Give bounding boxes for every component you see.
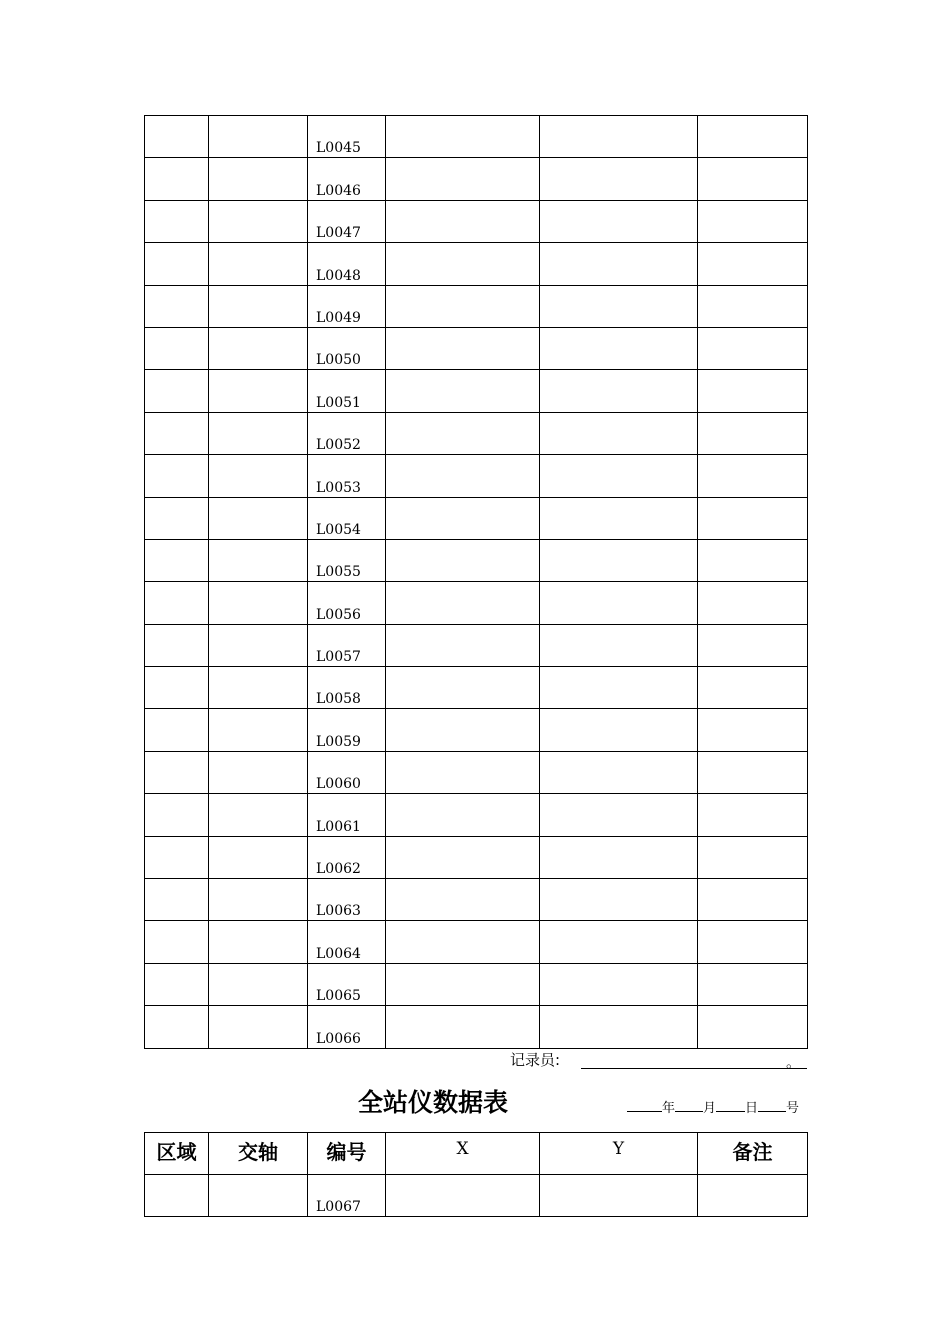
cell-axis[interactable] xyxy=(209,879,308,921)
cell-code: L0048 xyxy=(308,243,386,285)
cell-region[interactable] xyxy=(145,116,209,158)
cell-y[interactable] xyxy=(540,370,698,412)
cell-note[interactable] xyxy=(698,285,808,327)
table-row xyxy=(145,412,808,454)
cell-x[interactable] xyxy=(386,497,540,539)
cell-axis[interactable] xyxy=(209,624,308,666)
cell-x[interactable] xyxy=(386,116,540,158)
cell-x[interactable] xyxy=(386,921,540,963)
cell-code: L0053 xyxy=(308,455,386,497)
cell-region[interactable] xyxy=(145,751,209,793)
cell-code: L0057 xyxy=(308,624,386,666)
cell-x[interactable] xyxy=(386,243,540,285)
cell-axis[interactable] xyxy=(209,455,308,497)
cell-note[interactable] xyxy=(698,582,808,624)
cell-x[interactable] xyxy=(386,879,540,921)
cell-x[interactable] xyxy=(386,624,540,666)
cell-axis[interactable] xyxy=(209,370,308,412)
cell-x[interactable] xyxy=(386,836,540,878)
cell-axis[interactable] xyxy=(209,412,308,454)
cell-region[interactable] xyxy=(145,921,209,963)
table-row xyxy=(145,455,808,497)
cell-region[interactable] xyxy=(145,624,209,666)
cell-y[interactable] xyxy=(540,709,698,751)
cell-region[interactable] xyxy=(145,836,209,878)
data-table-continued xyxy=(144,115,808,1049)
cell-region[interactable] xyxy=(145,879,209,921)
table-row xyxy=(145,921,808,963)
cell-region[interactable] xyxy=(145,709,209,751)
cell-axis[interactable] xyxy=(209,200,308,242)
cell-region[interactable] xyxy=(145,963,209,1005)
cell-region[interactable] xyxy=(145,200,209,242)
cell-code: L0052 xyxy=(308,412,386,454)
cell-x[interactable] xyxy=(386,370,540,412)
cell-axis[interactable] xyxy=(209,1175,308,1217)
cell-axis[interactable] xyxy=(209,921,308,963)
header-y: Y xyxy=(540,1133,698,1175)
cell-y[interactable] xyxy=(540,243,698,285)
cell-code: L0067 xyxy=(308,1175,386,1217)
header-note: 备注 xyxy=(698,1133,808,1175)
table-row xyxy=(145,709,808,751)
cell-y[interactable] xyxy=(540,200,698,242)
cell-y[interactable] xyxy=(540,963,698,1005)
cell-code: L0065 xyxy=(308,963,386,1005)
cell-axis[interactable] xyxy=(209,667,308,709)
cell-y[interactable] xyxy=(540,921,698,963)
year-label: 年 xyxy=(662,1101,676,1116)
cell-x[interactable] xyxy=(386,158,540,200)
cell-axis[interactable] xyxy=(209,243,308,285)
cell-code: L0061 xyxy=(308,794,386,836)
cell-y[interactable] xyxy=(540,794,698,836)
day-label: 日 xyxy=(745,1101,759,1116)
header-code: 编号 xyxy=(308,1133,386,1175)
cell-y[interactable] xyxy=(540,327,698,369)
cell-axis[interactable] xyxy=(209,794,308,836)
cell-y[interactable] xyxy=(540,455,698,497)
cell-y[interactable] xyxy=(540,751,698,793)
page-title: 全站仪数据表 xyxy=(358,1088,509,1117)
cell-note[interactable] xyxy=(698,539,808,581)
cell-region[interactable] xyxy=(145,1006,209,1048)
cell-note[interactable] xyxy=(698,624,808,666)
cell-note[interactable] xyxy=(698,836,808,878)
cell-code: L0058 xyxy=(308,667,386,709)
data-table-body xyxy=(145,116,808,1049)
cell-code: L0062 xyxy=(308,836,386,878)
cell-note[interactable] xyxy=(698,667,808,709)
table-row xyxy=(145,327,808,369)
data-table-body xyxy=(145,1175,808,1217)
cell-region[interactable] xyxy=(145,370,209,412)
cell-y[interactable] xyxy=(540,667,698,709)
cell-y[interactable] xyxy=(540,412,698,454)
cell-x[interactable] xyxy=(386,794,540,836)
data-table-new xyxy=(144,1132,808,1217)
table-row xyxy=(145,497,808,539)
cell-y[interactable] xyxy=(540,879,698,921)
cell-code: L0046 xyxy=(308,158,386,200)
cell-code: L0056 xyxy=(308,582,386,624)
cell-x[interactable] xyxy=(386,751,540,793)
cell-region[interactable] xyxy=(145,327,209,369)
month-blank[interactable] xyxy=(675,1098,703,1112)
cell-y[interactable] xyxy=(540,285,698,327)
cell-x[interactable] xyxy=(386,1175,540,1217)
cell-region[interactable] xyxy=(145,243,209,285)
cell-note[interactable] xyxy=(698,370,808,412)
table-row xyxy=(145,963,808,1005)
cell-axis[interactable] xyxy=(209,158,308,200)
cell-axis[interactable] xyxy=(209,963,308,1005)
cell-x[interactable] xyxy=(386,455,540,497)
cell-axis[interactable] xyxy=(209,116,308,158)
header-region: 区域 xyxy=(145,1133,209,1175)
table-row xyxy=(145,370,808,412)
number-blank[interactable] xyxy=(758,1098,786,1112)
cell-code: L0063 xyxy=(308,879,386,921)
table-row xyxy=(145,539,808,581)
cell-axis[interactable] xyxy=(209,1006,308,1048)
cell-x[interactable] xyxy=(386,412,540,454)
cell-note[interactable] xyxy=(698,158,808,200)
month-label: 月 xyxy=(703,1101,717,1116)
cell-y[interactable] xyxy=(540,539,698,581)
cell-note[interactable] xyxy=(698,794,808,836)
recorder-label: 记录员: xyxy=(510,1051,561,1069)
table-header-row xyxy=(145,1133,808,1175)
cell-x[interactable] xyxy=(386,327,540,369)
table-row xyxy=(145,751,808,793)
table-row xyxy=(145,879,808,921)
cell-code: L0064 xyxy=(308,921,386,963)
cell-note[interactable] xyxy=(698,921,808,963)
cell-region[interactable] xyxy=(145,667,209,709)
cell-note[interactable] xyxy=(698,116,808,158)
number-label: 号 xyxy=(786,1101,800,1116)
cell-code: L0049 xyxy=(308,285,386,327)
cell-note[interactable] xyxy=(698,1175,808,1217)
table-row xyxy=(145,624,808,666)
header-x: X xyxy=(386,1133,540,1175)
cell-axis[interactable] xyxy=(209,285,308,327)
cell-code: L0047 xyxy=(308,200,386,242)
cell-x[interactable] xyxy=(386,963,540,1005)
cell-y[interactable] xyxy=(540,624,698,666)
table-row xyxy=(145,285,808,327)
year-blank[interactable] xyxy=(627,1098,662,1112)
cell-code: L0066 xyxy=(308,1006,386,1048)
table-row xyxy=(145,582,808,624)
cell-axis[interactable] xyxy=(209,836,308,878)
cell-note[interactable] xyxy=(698,751,808,793)
cell-region[interactable] xyxy=(145,412,209,454)
table-row xyxy=(145,1175,808,1217)
cell-axis[interactable] xyxy=(209,497,308,539)
cell-code: L0060 xyxy=(308,751,386,793)
cell-region[interactable] xyxy=(145,582,209,624)
cell-region[interactable] xyxy=(145,455,209,497)
table-row xyxy=(145,667,808,709)
table-row xyxy=(145,158,808,200)
cell-y[interactable] xyxy=(540,116,698,158)
cell-x[interactable] xyxy=(386,200,540,242)
cell-y[interactable] xyxy=(540,836,698,878)
cell-axis[interactable] xyxy=(209,709,308,751)
cell-x[interactable] xyxy=(386,709,540,751)
cell-region[interactable] xyxy=(145,158,209,200)
cell-region[interactable] xyxy=(145,497,209,539)
table-row xyxy=(145,200,808,242)
cell-y[interactable] xyxy=(540,497,698,539)
cell-region[interactable] xyxy=(145,285,209,327)
header-axis: 交轴 xyxy=(209,1133,308,1175)
cell-code: L0054 xyxy=(308,497,386,539)
cell-region[interactable] xyxy=(145,1175,209,1217)
cell-y[interactable] xyxy=(540,582,698,624)
cell-x[interactable] xyxy=(386,285,540,327)
cell-note[interactable] xyxy=(698,327,808,369)
cell-note[interactable] xyxy=(698,963,808,1005)
table-row xyxy=(145,243,808,285)
cell-x[interactable] xyxy=(386,539,540,581)
recorder-end-mark: 。 xyxy=(786,1053,802,1071)
cell-x[interactable] xyxy=(386,667,540,709)
cell-code: L0050 xyxy=(308,327,386,369)
cell-code: L0055 xyxy=(308,539,386,581)
cell-note[interactable] xyxy=(698,1006,808,1048)
table-row xyxy=(145,794,808,836)
cell-note[interactable] xyxy=(698,879,808,921)
cell-axis[interactable] xyxy=(209,539,308,581)
cell-axis[interactable] xyxy=(209,751,308,793)
cell-note[interactable] xyxy=(698,455,808,497)
date-field xyxy=(627,1098,799,1117)
cell-y[interactable] xyxy=(540,1006,698,1048)
cell-note[interactable] xyxy=(698,497,808,539)
cell-y[interactable] xyxy=(540,1175,698,1217)
cell-axis[interactable] xyxy=(209,582,308,624)
cell-note[interactable] xyxy=(698,200,808,242)
cell-region[interactable] xyxy=(145,539,209,581)
cell-axis[interactable] xyxy=(209,327,308,369)
cell-note[interactable] xyxy=(698,412,808,454)
cell-region[interactable] xyxy=(145,794,209,836)
cell-x[interactable] xyxy=(386,1006,540,1048)
cell-code: L0059 xyxy=(308,709,386,751)
cell-x[interactable] xyxy=(386,582,540,624)
cell-note[interactable] xyxy=(698,709,808,751)
recorder-signature-line[interactable] xyxy=(581,1068,807,1069)
table-row xyxy=(145,836,808,878)
cell-code: L0045 xyxy=(308,116,386,158)
cell-code: L0051 xyxy=(308,370,386,412)
recorder-field xyxy=(510,1050,560,1070)
table-row xyxy=(145,116,808,158)
table-row xyxy=(145,1006,808,1048)
cell-note[interactable] xyxy=(698,243,808,285)
day-blank[interactable] xyxy=(716,1098,745,1112)
cell-y[interactable] xyxy=(540,158,698,200)
